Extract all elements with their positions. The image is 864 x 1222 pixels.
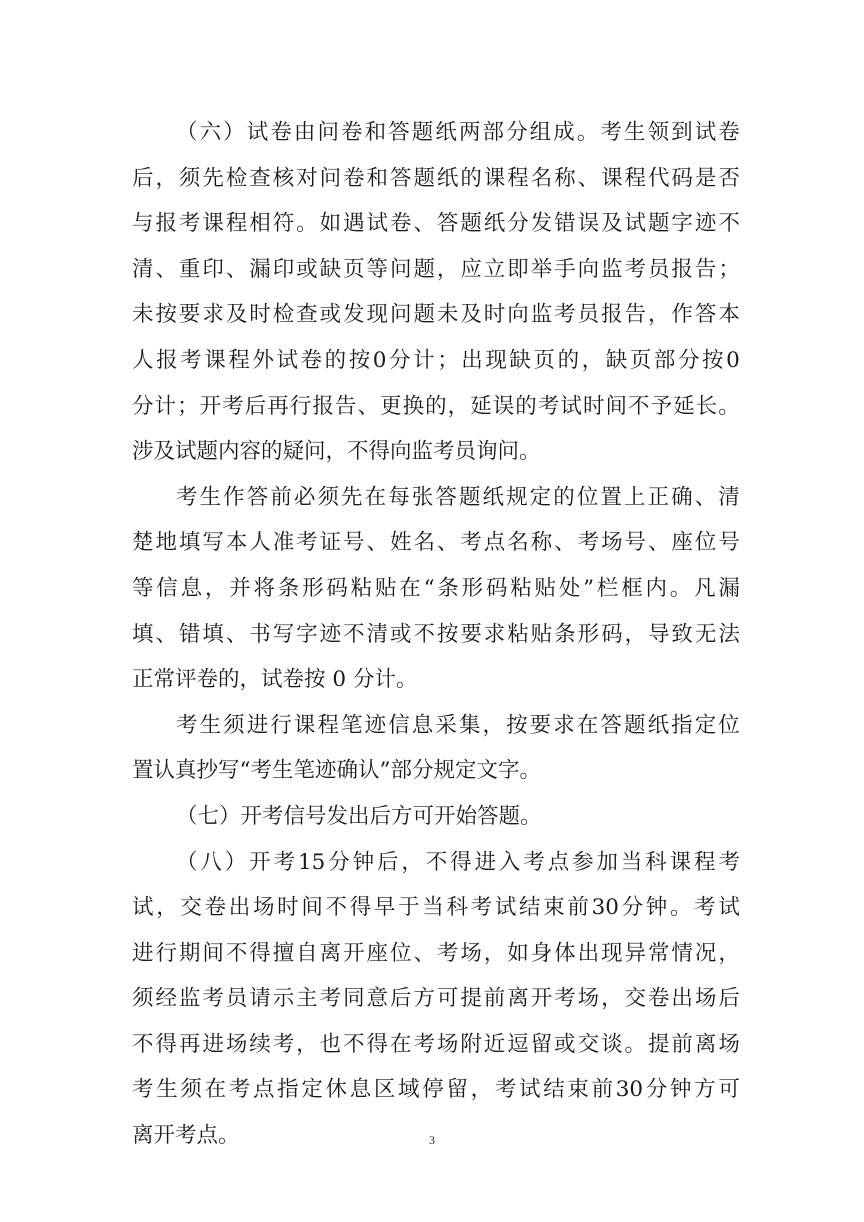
- text-line: 考 生 须 在 考 点 指 定 休 息 区 域 停 留 ， 考 试 结 束 前 30 分 钟 方 可: [132, 1077, 740, 1103]
- text-line: 楚 地 填 写 本 人 准 考 证 号 、 姓 名 、 考 点 名 称 、 考 场 号 、 座 位 号: [132, 530, 740, 556]
- text-line: 清 、 重 印 、 漏 印 或 缺 页 等 问 题 ， 应 立 即 举 手 向 监 考 员 报 告 ；: [132, 256, 740, 282]
- text-line: 等 信 息 ， 并 将 条 形 码 粘 贴 在 “ 条 形 码 粘 贴 处 ” 栏 框 内 。 凡 漏: [132, 575, 740, 601]
- text-line: 未 按 要 求 及 时 检 查 或 发 现 问 题 未 及 时 向 监 考 员 报 告 ， 作 答 本: [132, 302, 740, 328]
- document-body: [132, 110, 740, 1159]
- text-line: 分 计 ； 开 考 后 再 行 报 告 、 更 换 的 ， 延 误 的 考 试 时 间 不 予 延 长 。: [132, 393, 740, 419]
- text-line: 后 ， 须 先 检 查 核 对 问 卷 和 答 题 纸 的 课 程 名 称 、 课 程 代 码 是 否: [132, 165, 740, 191]
- text-line: 考 生 作 答 前 必 须 先 在 每 张 答 题 纸 规 定 的 位 置 上 正 确 、 清: [176, 484, 740, 510]
- text-line: 填 、 错 填 、 书 写 字 迹 不 清 或 不 按 要 求 粘 贴 条 形 码 ， 导 致 无 法: [132, 621, 740, 647]
- text-line: 进 行 期 间 不 得 擅 自 离 开 座 位 、 考 场 ， 如 身 体 出 现 异 常 情 况 ，: [132, 940, 740, 966]
- text-line: 与 报 考 课 程 相 符 。 如 遇 试 卷 、 答 题 纸 分 发 错 误 及 试 题 字 迹 不: [132, 211, 740, 237]
- text-line: （ 六 ） 试 卷 由 问 卷 和 答 题 纸 两 部 分 组 成 。 考 生 领 到 试 卷: [176, 120, 740, 145]
- page-number: 3: [429, 1133, 435, 1147]
- text-line: 人 报 考 课 程 外 试 卷 的 按 0 分 计 ； 出 现 缺 页 的 ， 缺 页 部 分 按 0: [132, 347, 740, 373]
- text-line: 正常评卷的，试卷按 0 分计。: [132, 667, 418, 693]
- text-line: 置认真抄写“考生笔迹确认”部分规定文字。: [132, 758, 541, 784]
- text-line: （七）开考信号发出后方可开始答题。: [176, 803, 542, 829]
- text-line: 不 得 再 进 场 续 考 ， 也 不 得 在 考 场 附 近 逗 留 或 交 谈 。 提 前 离 场: [132, 1031, 740, 1057]
- text-line: 考 生 须 进 行 课 程 笔 迹 信 息 采 集 ， 按 要 求 在 答 题 纸 指 定 位: [176, 712, 740, 738]
- text-line: 涉及试题内容的疑问，不得向监考员询问。: [132, 439, 541, 465]
- text-line: 试 ， 交 卷 出 场 时 间 不 得 早 于 当 科 考 试 结 束 前 30 分 钟 。 考 试: [132, 895, 740, 921]
- text-line: 离开考点。: [132, 1123, 240, 1149]
- text-line: （ 八 ） 开 考 15 分 钟 后 ， 不 得 进 入 考 点 参 加 当 科 课 程 考: [176, 849, 740, 875]
- text-line: 须 经 监 考 员 请 示 主 考 同 意 后 方 可 提 前 离 开 考 场 ， 交 卷 出 场 后: [132, 986, 740, 1012]
